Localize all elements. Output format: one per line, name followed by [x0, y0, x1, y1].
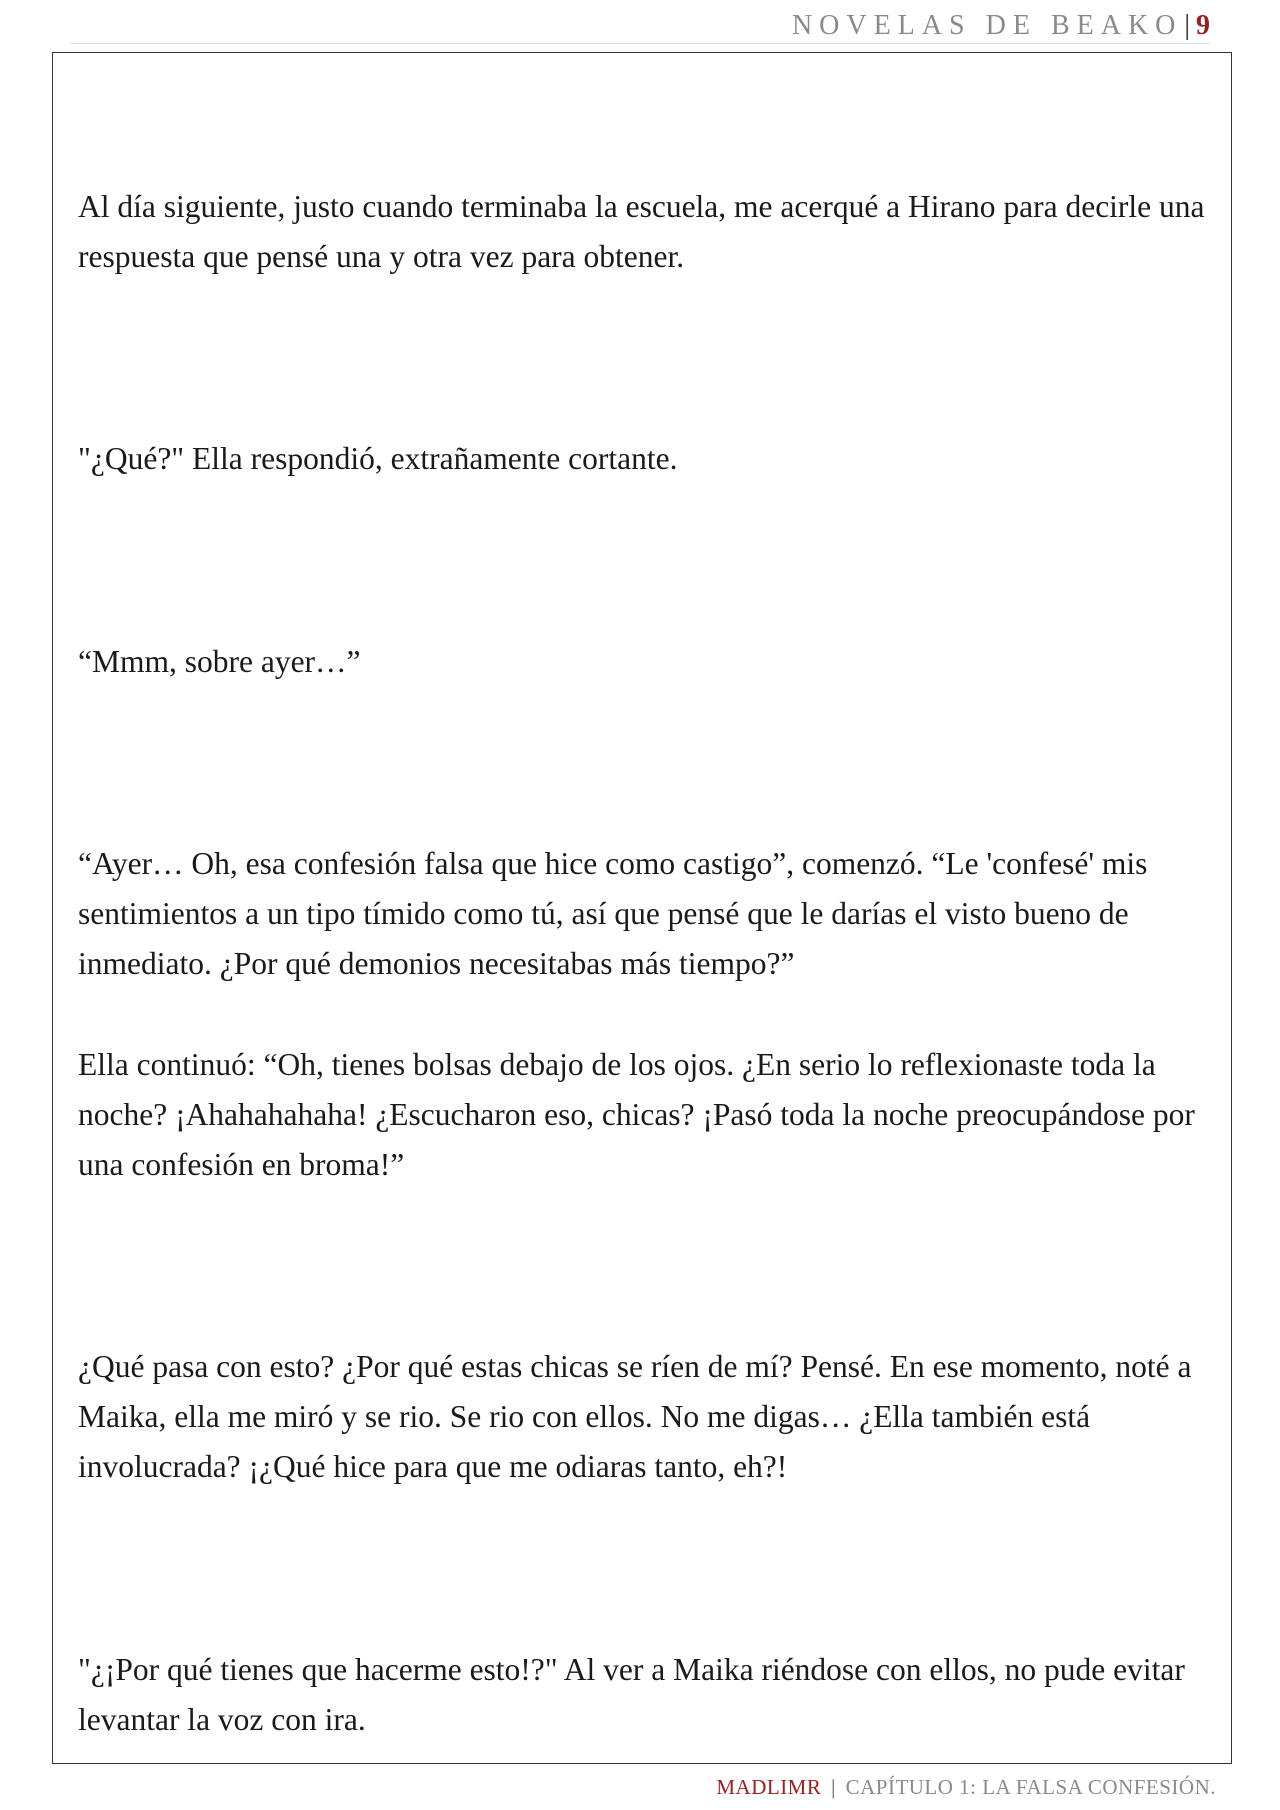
header-rule	[70, 43, 1210, 44]
paragraph-1: Al día siguiente, justo cuando terminaba la escuela, me acerqué a Hirano para decirle una respuesta que pensé una y otra vez para obtener.	[78, 189, 1205, 274]
paragraph-5: Ella continuó: “Oh, tienes bolsas debajo de los ojos. ¿En serio lo reflexionaste toda la noche? ¡Ahahahahaha! ¿Escucharon eso, chicas? ¡Pasó toda la noche preocupándose por una confesión en broma!”	[78, 1047, 1195, 1182]
paragraph-2: "¿Qué?" Ella respondió, extrañamente cortante.	[78, 441, 678, 476]
paragraph-7: "¿¡Por qué tienes que hacerme esto!?" Al ver a Maika riéndose con ellos, no pude evitar levantar la voz con ira.	[78, 1652, 1185, 1737]
footer-separator: |	[831, 1775, 836, 1799]
page-footer	[716, 1775, 1216, 1800]
author-name: MADLIMR	[716, 1775, 822, 1799]
paragraph-3: “Mmm, sobre ayer…”	[78, 644, 361, 679]
header-separator: |	[1184, 10, 1190, 41]
page-header	[792, 6, 1210, 46]
paragraph-6: ¿Qué pasa con esto? ¿Por qué estas chicas se ríen de mí? Pensé. En ese momento, noté a Maika, ella me miró y se rio. Se rio con ellos. No me digas… ¿Ella también está involucrada? ¡¿Qué hice para que me odiaras tanto, eh?!	[78, 1349, 1192, 1484]
chapter-title: CAPÍTULO 1: LA FALSA CONFESIÓN.	[845, 1775, 1216, 1799]
page-number: 9	[1196, 10, 1210, 41]
book-title: NOVELAS DE BEAKO	[791, 10, 1183, 41]
paragraph-4: “Ayer… Oh, esa confesión falsa que hice como castigo”, comenzó. “Le 'confesé' mis sentimientos a un tipo tímido como tú, así que pensé que le darías el visto bueno de inmediato. ¿Por qué demonios necesitabas más tiempo?”	[78, 846, 1148, 981]
